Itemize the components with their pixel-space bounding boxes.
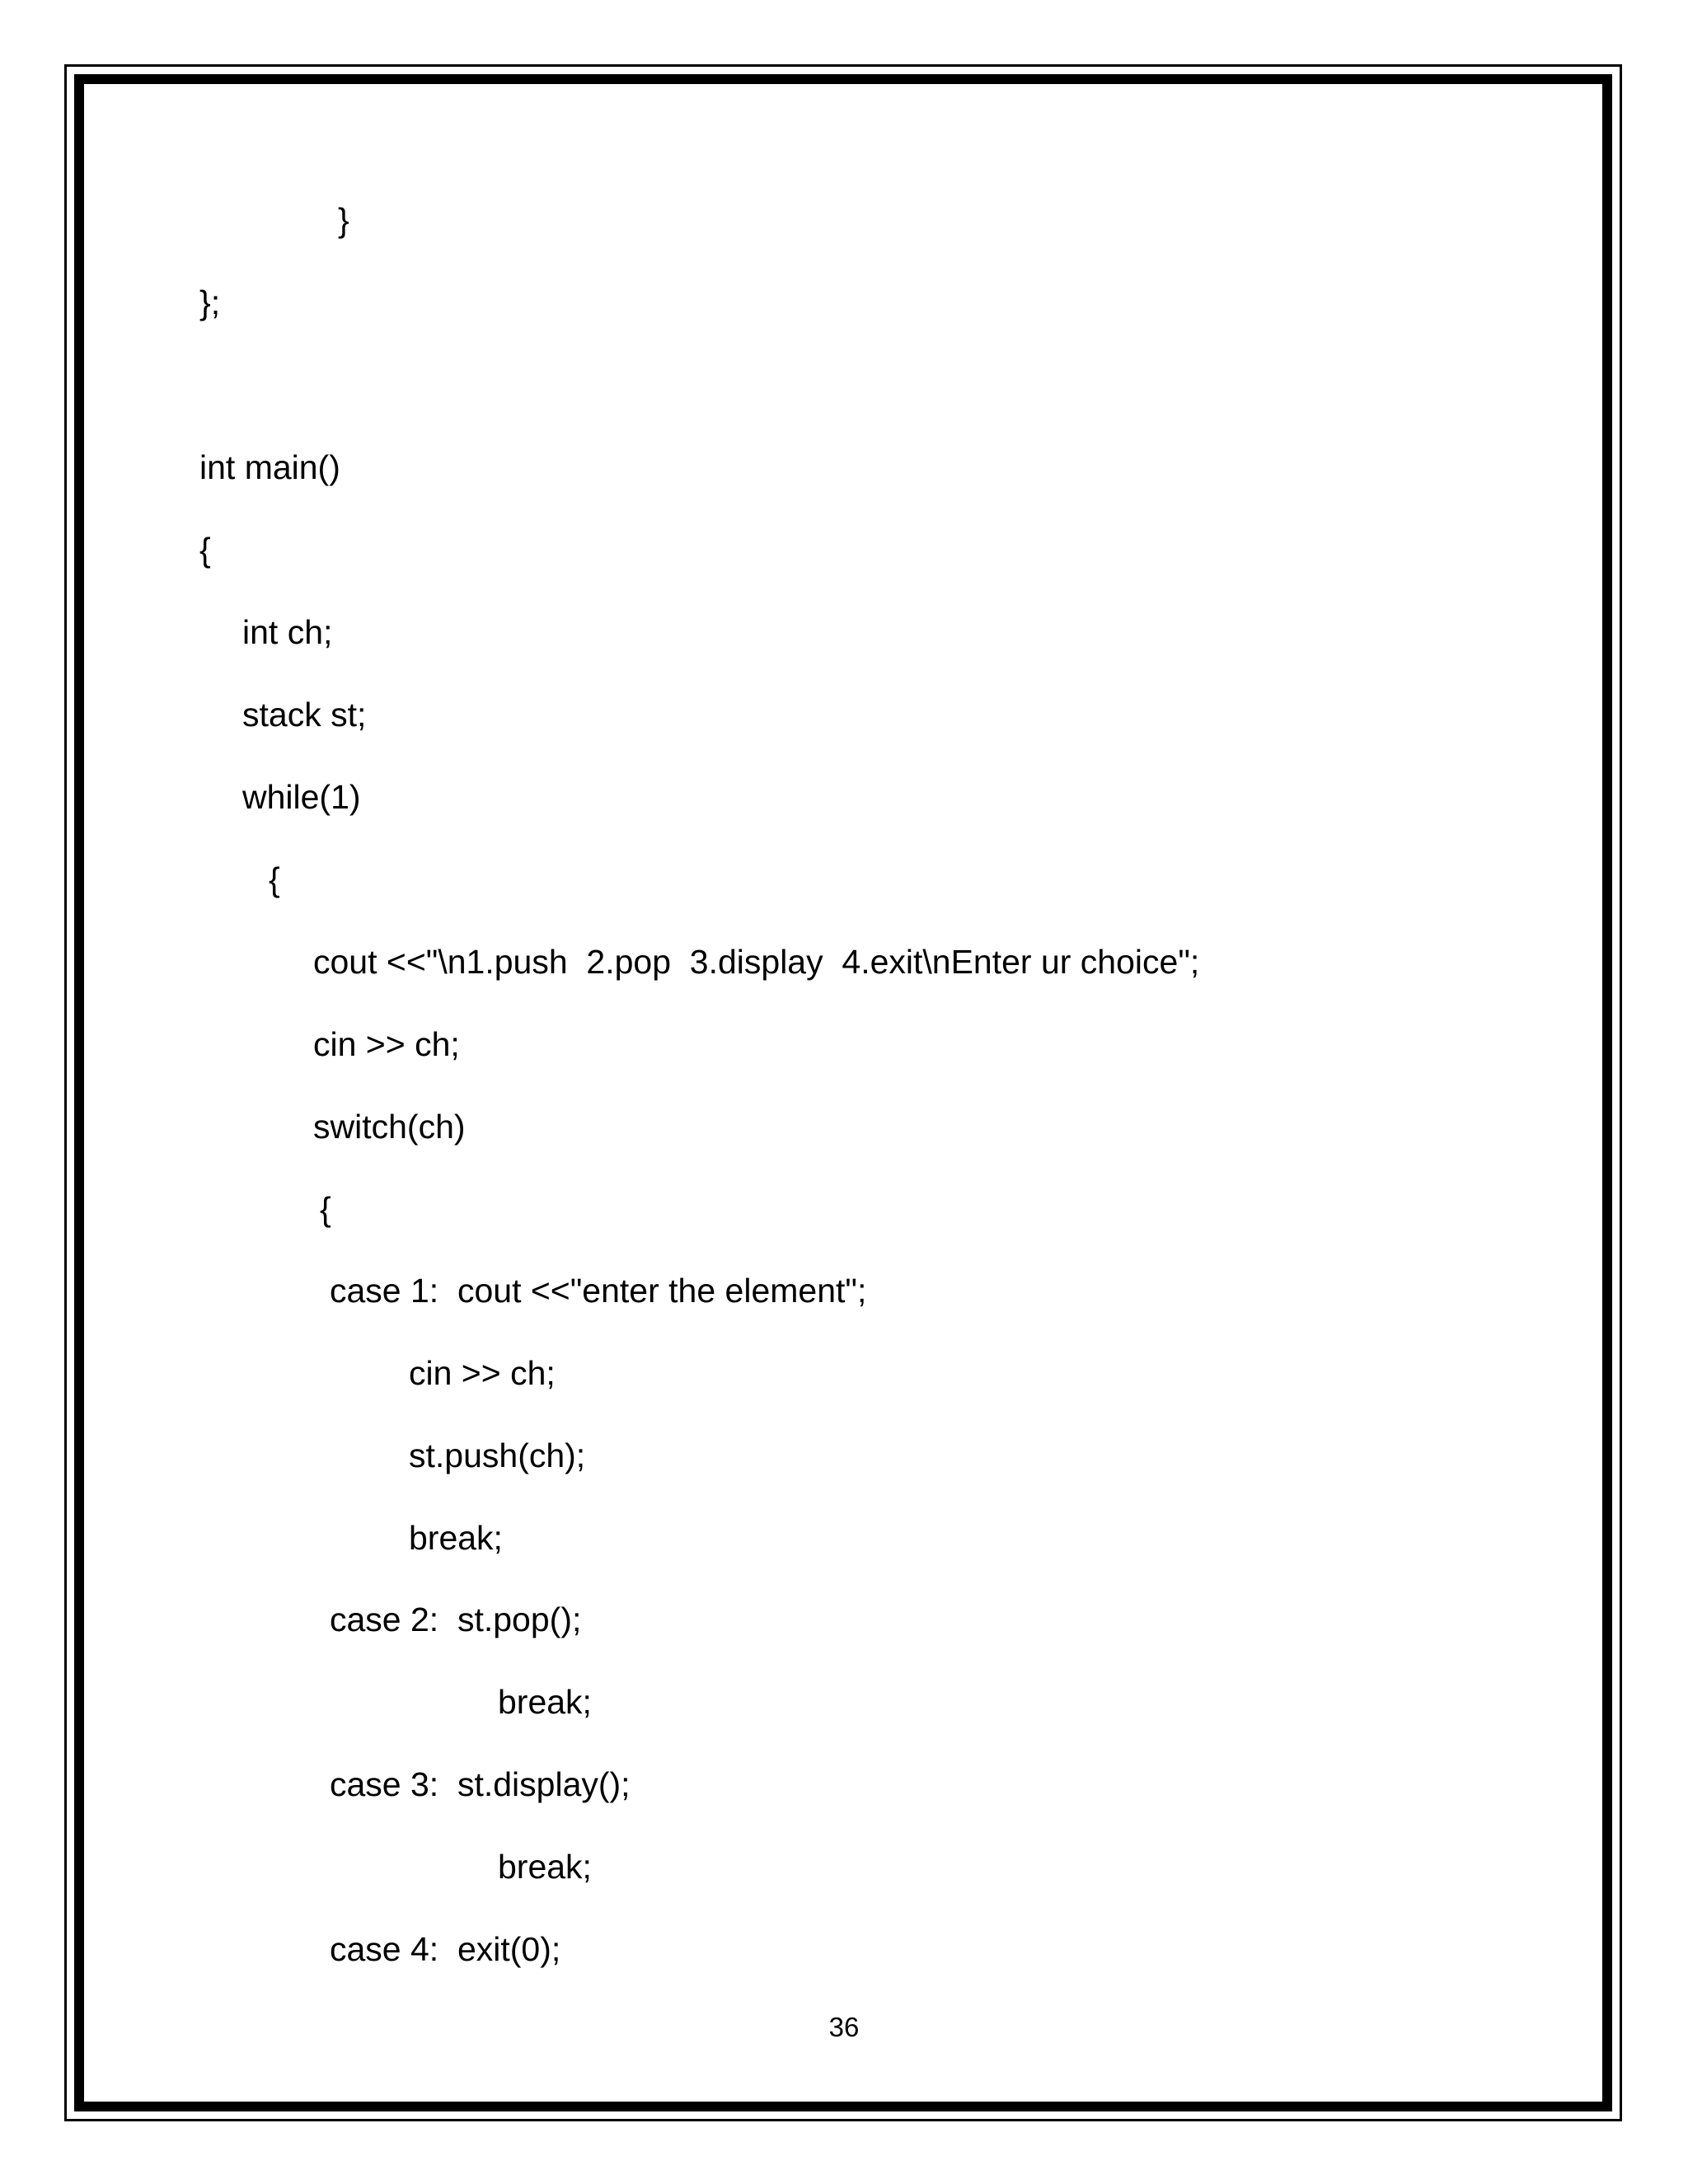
code-line: case 1: cout <<"enter the element"; [330, 1272, 867, 1310]
code-line: while(1) [242, 778, 361, 816]
code-line: break; [498, 1848, 592, 1886]
code-line: { [320, 1190, 331, 1228]
code-line: } [338, 201, 349, 239]
code-line: case 3: st.display(); [330, 1765, 631, 1803]
code-line: break; [409, 1519, 503, 1557]
code-line: }; [199, 284, 221, 321]
page-number: 36 [828, 2012, 860, 2042]
code-line: st.push(ch); [409, 1436, 586, 1474]
code-line: stack st; [242, 696, 367, 733]
code-line: cin >> ch; [409, 1354, 556, 1392]
code-line: switch(ch) [313, 1108, 466, 1146]
code-line: cout <<"\n1.push 2.pop 3.display 4.exit\nEnter ur choice"; [313, 943, 1200, 981]
code-line: case 2: st.pop(); [330, 1601, 582, 1638]
code-line: cin >> ch; [313, 1025, 460, 1063]
code-line: int main() [199, 448, 340, 486]
code-line: break; [498, 1683, 592, 1721]
code-line: { [199, 531, 211, 569]
code-line: { [269, 860, 280, 898]
page-border-inner [74, 74, 1612, 2111]
code-line: case 4: exit(0); [330, 1930, 561, 1968]
code-line: int ch; [242, 613, 333, 651]
